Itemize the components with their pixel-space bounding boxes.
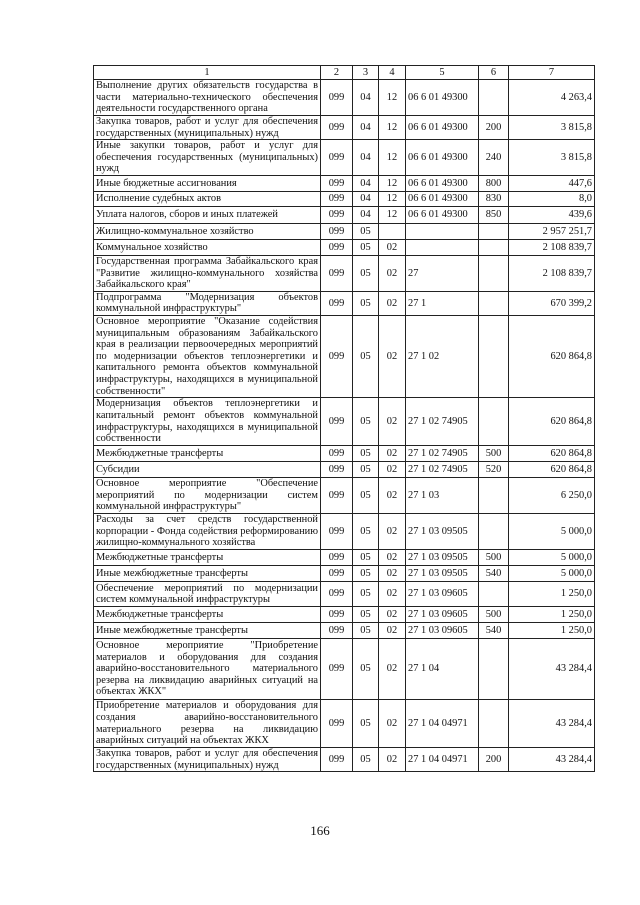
expense-type-cell: 540: [479, 566, 509, 582]
target-article-cell: 27 1 02 74905: [406, 462, 479, 478]
admin-code-cell: 099: [321, 223, 353, 239]
table-row: [94, 191, 595, 206]
row-name-cell: Подпрограмма "Модернизация объектов коммунальной инфраструктуры": [94, 291, 321, 315]
target-article-cell: [406, 239, 479, 255]
row-name-cell: Закупка товаров, работ и услуг для обеспечения государственных (муниципальных) нужд: [94, 116, 321, 140]
table-row: [94, 550, 595, 566]
table-row: [94, 80, 595, 116]
row-name-cell: Модернизация объектов теплоэнергетики и капитальный ремонт объектов коммунальной инфраструктуры, находящихся в муниципальной собственности: [94, 398, 321, 446]
table-row: [94, 140, 595, 176]
table-row: [94, 748, 595, 772]
column-header: 5: [406, 66, 479, 80]
section-cell: 05: [353, 607, 379, 623]
table-row: [94, 398, 595, 446]
amount-cell: 2 108 839,7: [509, 255, 595, 291]
admin-code-cell: 099: [321, 462, 353, 478]
subsection-cell: 02: [379, 748, 406, 772]
expense-type-cell: 500: [479, 446, 509, 462]
expense-type-cell: 520: [479, 462, 509, 478]
admin-code-cell: 099: [321, 566, 353, 582]
subsection-cell: 02: [379, 315, 406, 397]
subsection-cell: 02: [379, 607, 406, 623]
amount-cell: 43 284,4: [509, 700, 595, 748]
subsection-cell: 02: [379, 639, 406, 700]
subsection-cell: 02: [379, 291, 406, 315]
subsection-cell: 12: [379, 80, 406, 116]
target-article-cell: [406, 223, 479, 239]
subsection-cell: 02: [379, 582, 406, 607]
row-name-cell: Иные закупки товаров, работ и услуг для обеспечения государственных (муниципальных) нужд: [94, 140, 321, 176]
row-name-cell: Иные межбюджетные трансферты: [94, 566, 321, 582]
expense-type-cell: 800: [479, 175, 509, 191]
section-cell: 05: [353, 623, 379, 639]
row-name-cell: Выполнение других обязательств государства в части материально-технического обеспечения деятельности государственного органа: [94, 80, 321, 116]
row-name-cell: Межбюджетные трансферты: [94, 550, 321, 566]
expense-type-cell: 240: [479, 140, 509, 176]
target-article-cell: 27 1 02 74905: [406, 398, 479, 446]
subsection-cell: 02: [379, 514, 406, 550]
column-header: 7: [509, 66, 595, 80]
column-header: 3: [353, 66, 379, 80]
amount-cell: 43 284,4: [509, 748, 595, 772]
table-row: [94, 623, 595, 639]
expense-type-cell: [479, 582, 509, 607]
section-cell: 05: [353, 700, 379, 748]
target-article-cell: 06 6 01 49300: [406, 140, 479, 176]
amount-cell: 620 864,8: [509, 315, 595, 397]
admin-code-cell: 099: [321, 291, 353, 315]
row-name-cell: Субсидии: [94, 462, 321, 478]
target-article-cell: 27 1 03 09605: [406, 607, 479, 623]
expense-type-cell: [479, 239, 509, 255]
expense-type-cell: [479, 315, 509, 397]
expense-type-cell: [479, 223, 509, 239]
table-row: [94, 315, 595, 397]
admin-code-cell: 099: [321, 175, 353, 191]
expense-type-cell: [479, 639, 509, 700]
amount-cell: 8,0: [509, 191, 595, 206]
subsection-cell: 12: [379, 191, 406, 206]
section-cell: 05: [353, 514, 379, 550]
section-cell: 05: [353, 582, 379, 607]
amount-cell: 2 957 251,7: [509, 223, 595, 239]
expense-type-cell: 200: [479, 748, 509, 772]
table-row: [94, 446, 595, 462]
column-header: 6: [479, 66, 509, 80]
row-name-cell: Иные бюджетные ассигнования: [94, 175, 321, 191]
column-header: 1: [94, 66, 321, 80]
subsection-cell: 02: [379, 566, 406, 582]
subsection-cell: 02: [379, 446, 406, 462]
admin-code-cell: 099: [321, 206, 353, 223]
target-article-cell: 27 1 04 04971: [406, 748, 479, 772]
target-article-cell: 27 1: [406, 291, 479, 315]
admin-code-cell: 099: [321, 315, 353, 397]
amount-cell: 447,6: [509, 175, 595, 191]
column-header: 4: [379, 66, 406, 80]
row-name-cell: Закупка товаров, работ и услуг для обеспечения государственных (муниципальных) нужд: [94, 748, 321, 772]
section-cell: 05: [353, 239, 379, 255]
expense-type-cell: [479, 255, 509, 291]
section-cell: 05: [353, 223, 379, 239]
amount-cell: 5 000,0: [509, 566, 595, 582]
subsection-cell: [379, 223, 406, 239]
admin-code-cell: 099: [321, 748, 353, 772]
row-name-cell: Исполнение судебных актов: [94, 191, 321, 206]
target-article-cell: 27: [406, 255, 479, 291]
subsection-cell: 02: [379, 255, 406, 291]
expense-type-cell: [479, 700, 509, 748]
row-name-cell: Расходы за счет средств государственной корпорации - Фонда содействия реформированию жилищно-коммунального хозяйства: [94, 514, 321, 550]
amount-cell: 439,6: [509, 206, 595, 223]
subsection-cell: 02: [379, 550, 406, 566]
table-row: [94, 462, 595, 478]
amount-cell: 5 000,0: [509, 550, 595, 566]
row-name-cell: Иные межбюджетные трансферты: [94, 623, 321, 639]
admin-code-cell: 099: [321, 639, 353, 700]
section-cell: 05: [353, 398, 379, 446]
section-cell: 04: [353, 116, 379, 140]
admin-code-cell: 099: [321, 700, 353, 748]
row-name-cell: Межбюджетные трансферты: [94, 607, 321, 623]
admin-code-cell: 099: [321, 239, 353, 255]
target-article-cell: 06 6 01 49300: [406, 206, 479, 223]
section-cell: 05: [353, 315, 379, 397]
amount-cell: 3 815,8: [509, 116, 595, 140]
section-cell: 05: [353, 748, 379, 772]
table-row: [94, 607, 595, 623]
amount-cell: 670 399,2: [509, 291, 595, 315]
expense-type-cell: [479, 80, 509, 116]
amount-cell: 1 250,0: [509, 607, 595, 623]
row-name-cell: Основное мероприятие "Оказание содействия муниципальным образованиям Забайкальского края в реализации первоочередных мероприятий по модернизации объектов теплоэнергетики и капитального ремонта объектов коммунальной инфраструктуры, находящихся в муниципальной собственности": [94, 315, 321, 397]
expense-type-cell: 200: [479, 116, 509, 140]
row-name-cell: Коммунальное хозяйство: [94, 239, 321, 255]
subsection-cell: 12: [379, 175, 406, 191]
section-cell: 05: [353, 462, 379, 478]
amount-cell: 620 864,8: [509, 398, 595, 446]
table-row: [94, 206, 595, 223]
table-row: [94, 291, 595, 315]
target-article-cell: 27 1 03 09505: [406, 550, 479, 566]
amount-cell: 620 864,8: [509, 462, 595, 478]
section-cell: 05: [353, 291, 379, 315]
admin-code-cell: 099: [321, 623, 353, 639]
subsection-cell: 02: [379, 398, 406, 446]
subsection-cell: 02: [379, 478, 406, 514]
admin-code-cell: 099: [321, 140, 353, 176]
table-row: [94, 175, 595, 191]
budget-table: [93, 65, 595, 772]
table-row: [94, 255, 595, 291]
amount-cell: 1 250,0: [509, 582, 595, 607]
row-name-cell: Основное мероприятие "Обеспечение мероприятий по модернизации систем коммунальной инфраструктуры": [94, 478, 321, 514]
subsection-cell: 12: [379, 116, 406, 140]
admin-code-cell: 099: [321, 514, 353, 550]
expense-type-cell: [479, 398, 509, 446]
section-cell: 04: [353, 191, 379, 206]
row-name-cell: Межбюджетные трансферты: [94, 446, 321, 462]
row-name-cell: Обеспечение мероприятий по модернизации систем коммунальной инфраструктуры: [94, 582, 321, 607]
target-article-cell: 27 1 03 09605: [406, 582, 479, 607]
admin-code-cell: 099: [321, 255, 353, 291]
amount-cell: 5 000,0: [509, 514, 595, 550]
target-article-cell: 27 1 03 09505: [406, 566, 479, 582]
section-cell: 05: [353, 446, 379, 462]
admin-code-cell: 099: [321, 607, 353, 623]
target-article-cell: 06 6 01 49300: [406, 191, 479, 206]
table-row: [94, 116, 595, 140]
section-cell: 05: [353, 255, 379, 291]
table-row: [94, 478, 595, 514]
subsection-cell: 02: [379, 462, 406, 478]
column-header: 2: [321, 66, 353, 80]
amount-cell: 4 263,4: [509, 80, 595, 116]
table-row: [94, 239, 595, 255]
section-cell: 04: [353, 175, 379, 191]
expense-type-cell: [479, 514, 509, 550]
subsection-cell: 02: [379, 700, 406, 748]
page-number: 166: [310, 823, 330, 838]
section-cell: 04: [353, 206, 379, 223]
table-row: [94, 639, 595, 700]
expense-type-cell: [479, 478, 509, 514]
section-cell: 04: [353, 80, 379, 116]
row-name-cell: Основное мероприятие "Приобретение материалов и оборудования для создания аварийно-восстановительного материального резерва на ликвидацию аварийных ситуаций на объектах ЖКХ": [94, 639, 321, 700]
admin-code-cell: 099: [321, 80, 353, 116]
admin-code-cell: 099: [321, 116, 353, 140]
admin-code-cell: 099: [321, 446, 353, 462]
subsection-cell: 02: [379, 239, 406, 255]
admin-code-cell: 099: [321, 398, 353, 446]
table-row: [94, 514, 595, 550]
target-article-cell: 06 6 01 49300: [406, 116, 479, 140]
table-row: [94, 700, 595, 748]
subsection-cell: 02: [379, 623, 406, 639]
table-row: [94, 582, 595, 607]
amount-cell: 3 815,8: [509, 140, 595, 176]
amount-cell: 2 108 839,7: [509, 239, 595, 255]
amount-cell: 1 250,0: [509, 623, 595, 639]
amount-cell: 620 864,8: [509, 446, 595, 462]
section-cell: 05: [353, 550, 379, 566]
admin-code-cell: 099: [321, 582, 353, 607]
expense-type-cell: 830: [479, 191, 509, 206]
expense-type-cell: 500: [479, 550, 509, 566]
target-article-cell: 27 1 02: [406, 315, 479, 397]
admin-code-cell: 099: [321, 191, 353, 206]
target-article-cell: 27 1 02 74905: [406, 446, 479, 462]
row-name-cell: Государственная программа Забайкальского края "Развитие жилищно-коммунального хозяйства Забайкальского края": [94, 255, 321, 291]
target-article-cell: 06 6 01 49300: [406, 80, 479, 116]
expense-type-cell: 850: [479, 206, 509, 223]
header-row: [94, 66, 595, 80]
target-article-cell: 06 6 01 49300: [406, 175, 479, 191]
target-article-cell: 27 1 03: [406, 478, 479, 514]
section-cell: 05: [353, 566, 379, 582]
subsection-cell: 12: [379, 140, 406, 176]
table-row: [94, 223, 595, 239]
expense-type-cell: 500: [479, 607, 509, 623]
row-name-cell: Приобретение материалов и оборудования для создания аварийно-восстановительного материального резерва на ликвидацию аварийных ситуаций на объектах ЖКХ: [94, 700, 321, 748]
target-article-cell: 27 1 03 09505: [406, 514, 479, 550]
section-cell: 05: [353, 639, 379, 700]
admin-code-cell: 099: [321, 478, 353, 514]
table-row: [94, 566, 595, 582]
expense-type-cell: 540: [479, 623, 509, 639]
subsection-cell: 12: [379, 206, 406, 223]
section-cell: 04: [353, 140, 379, 176]
row-name-cell: Жилищно-коммунальное хозяйство: [94, 223, 321, 239]
target-article-cell: 27 1 03 09605: [406, 623, 479, 639]
target-article-cell: 27 1 04 04971: [406, 700, 479, 748]
target-article-cell: 27 1 04: [406, 639, 479, 700]
expense-type-cell: [479, 291, 509, 315]
row-name-cell: Уплата налогов, сборов и иных платежей: [94, 206, 321, 223]
amount-cell: 6 250,0: [509, 478, 595, 514]
admin-code-cell: 099: [321, 550, 353, 566]
amount-cell: 43 284,4: [509, 639, 595, 700]
section-cell: 05: [353, 478, 379, 514]
